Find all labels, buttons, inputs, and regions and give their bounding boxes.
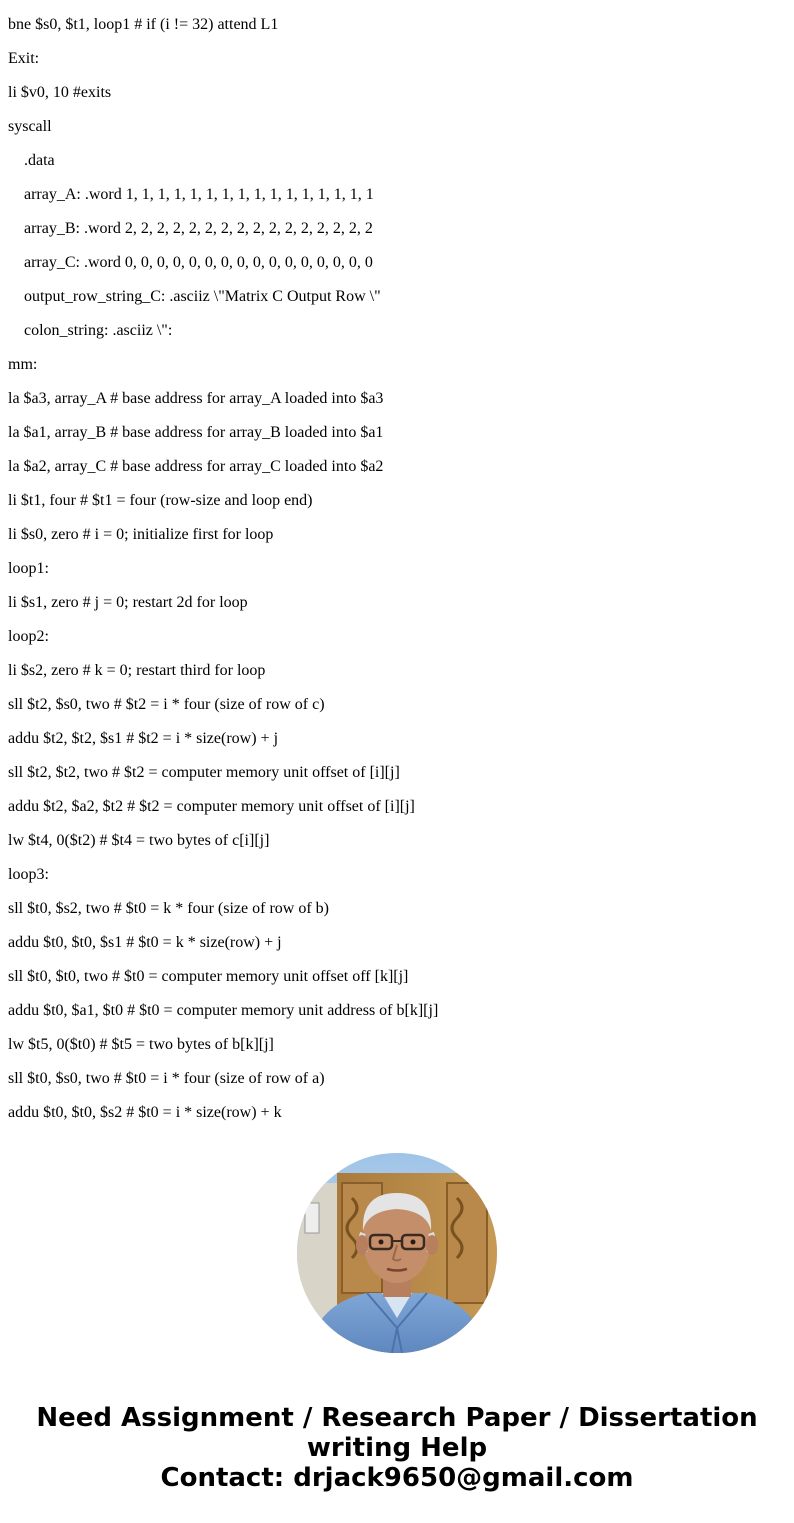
code-line: colon_string: .asciiz \": (24, 322, 173, 339)
code-line: mm: (8, 356, 38, 373)
code-line: li $s1, zero # j = 0; restart 2d for loop (8, 594, 248, 611)
code-line: li $s0, zero # i = 0; initialize first for loop (8, 526, 274, 543)
code-line: .data (24, 152, 55, 169)
code-line: array_A: .word 1, 1, 1, 1, 1, 1, 1, 1, 1, 1, 1, 1, 1, 1, 1, 1 (24, 186, 374, 203)
code-line: Exit: (8, 50, 40, 67)
code-line: sll $t2, $s0, two # $t2 = i * four (size of row of c) (8, 696, 325, 713)
code-line: li $t1, four # $t1 = four (row-size and loop end) (8, 492, 313, 509)
promo-contact: Contact: drjack9650@gmail.com (160, 1463, 634, 1493)
code-line: li $v0, 10 #exits (8, 84, 112, 101)
code-line: lw $t5, 0($t0) # $t5 = two bytes of b[k][j] (8, 1036, 274, 1053)
code-line: addu $t0, $t0, $s1 # $t0 = k * size(row) + j (8, 934, 282, 951)
promo-banner (0, 1403, 794, 1493)
code-line: sll $t0, $s0, two # $t0 = i * four (size of row of a) (8, 1070, 325, 1087)
code-line: array_B: .word 2, 2, 2, 2, 2, 2, 2, 2, 2, 2, 2, 2, 2, 2, 2, 2 (24, 220, 373, 237)
code-line: li $s2, zero # k = 0; restart third for loop (8, 662, 266, 679)
code-line: la $a3, array_A # base address for array_A loaded into $a3 (8, 390, 384, 407)
code-line: sll $t0, $s2, two # $t0 = k * four (size of row of b) (8, 900, 329, 917)
code-line: array_C: .word 0, 0, 0, 0, 0, 0, 0, 0, 0, 0, 0, 0, 0, 0, 0, 0 (24, 254, 373, 271)
code-line: bne $s0, $t1, loop1 # if (i != 32) attend L1 (8, 16, 279, 33)
code-line: addu $t2, $t2, $s1 # $t2 = i * size(row) + j (8, 730, 279, 747)
code-line: syscall (8, 118, 52, 135)
code-line: loop3: (8, 866, 49, 883)
code-line: addu $t0, $t0, $s2 # $t0 = i * size(row) + k (8, 1104, 282, 1121)
promo-headline: Need Assignment / Research Paper / Dissertation writing Help (36, 1403, 758, 1463)
author-avatar (297, 1153, 497, 1353)
code-line: addu $t2, $a2, $t2 # $t2 = computer memory unit offset of [i][j] (8, 798, 415, 815)
code-line: la $a1, array_B # base address for array_B loaded into $a1 (8, 424, 384, 441)
code-line: la $a2, array_C # base address for array_C loaded into $a2 (8, 458, 384, 475)
code-line: sll $t2, $t2, two # $t2 = computer memory unit offset of [i][j] (8, 764, 400, 781)
code-line: loop2: (8, 628, 49, 645)
code-line: loop1: (8, 560, 49, 577)
code-line: addu $t0, $a1, $t0 # $t0 = computer memory unit address of b[k][j] (8, 1002, 439, 1019)
code-line: sll $t0, $t0, two # $t0 = computer memory unit offset off [k][j] (8, 968, 409, 985)
code-line: lw $t4, 0($t2) # $t4 = two bytes of c[i][j] (8, 832, 270, 849)
code-line: output_row_string_C: .asciiz \"Matrix C Output Row \" (24, 288, 381, 305)
person-photo-icon (297, 1153, 497, 1353)
code-document (8, 8, 788, 1130)
